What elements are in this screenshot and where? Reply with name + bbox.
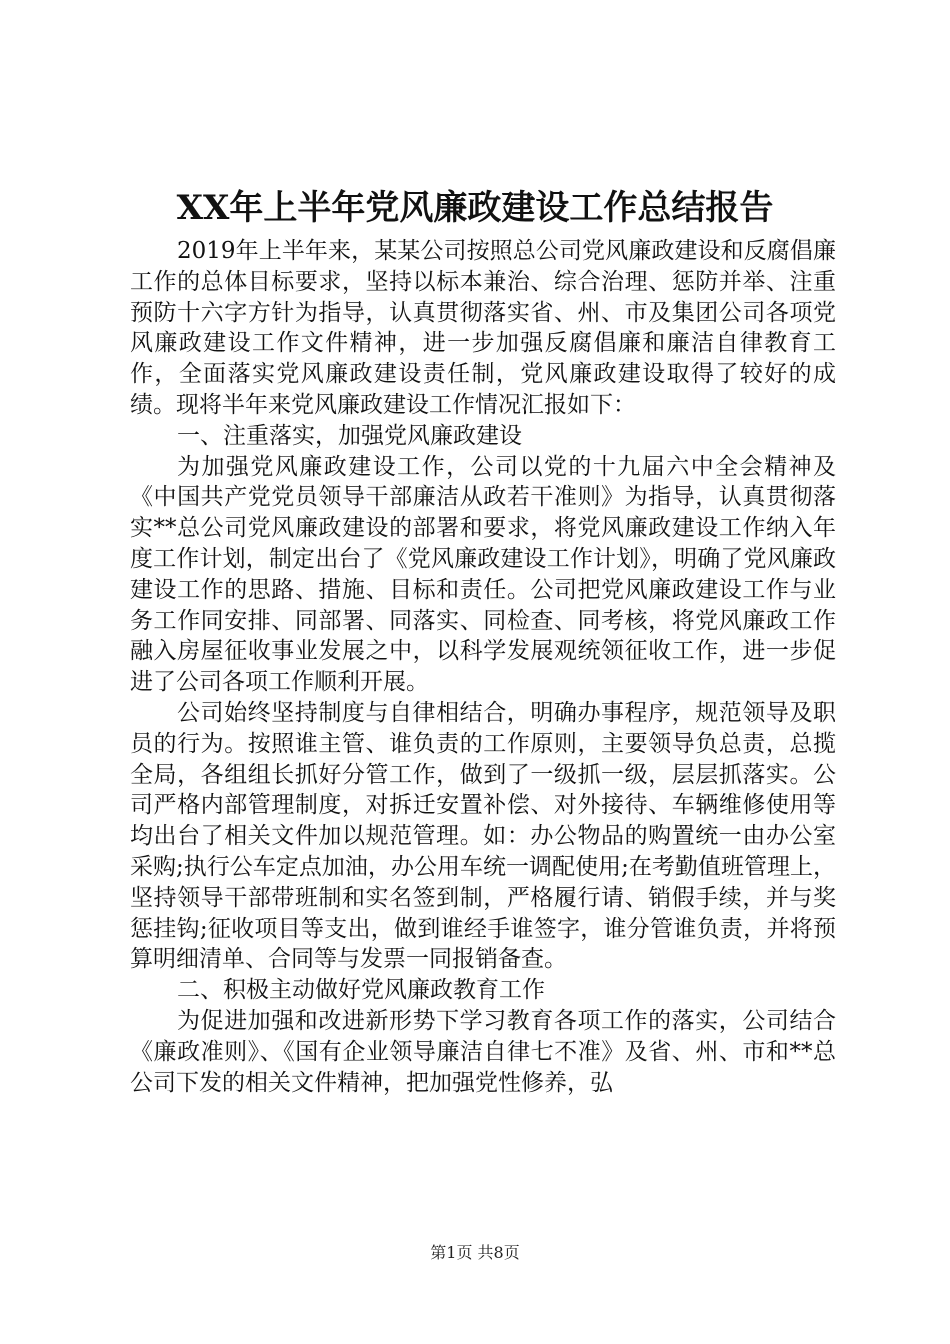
document-body — [130, 236, 836, 1098]
section-2-paragraph-1: 为促进加强和改进新形势下学习教育各项工作的落实，公司结合《廉政准则》、《国有企业领导廉洁自律七不准》及省、州、市和**总公司下发的相关文件精神，把加强党性修养，弘 — [130, 1007, 836, 1096]
section-1-paragraph-2: 公司始终坚持制度与自律相结合，明确办事程序，规范领导及职员的行为。按照谁主管、谁负责的工作原则，主要领导负总责，总揽全局，各组组长抓好分管工作，做到了一级抓一级，层层抓落实。公司严格内部管理制度，对拆迁安置补偿、对外接待、车辆维修使用等均出台了相关文件加以规范管理。如：办公物品的购置统一由办公室采购;执行公车定点加油，办公用车统一调配使用;在考勤值班管理上，坚持领导干部带班制和实名签到制，严格履行请、销假手续，并与奖惩挂钩;征收项目等支出，做到谁经手谁签字，谁分管谁负责，并将预算明细清单、合同等与发票一同报销备查。 — [130, 699, 836, 973]
page-number-footer: 第1页 共8页 — [430, 1243, 520, 1262]
intro-paragraph: 2019年上半年来，某某公司按照总公司党风廉政建设和反腐倡廉工作的总体目标要求，坚持以标本兼治、综合治理、惩防并举、注重预防十六字方针为指导，认真贯彻落实省、州、市及集团公司各项党风廉政建设工作文件精神，进一步加强反腐倡廉和廉洁自律教育工作，全面落实党风廉政建设责任制，党风廉政建设取得了较好的成绩。现将半年来党风廉政建设工作情况汇报如下： — [130, 238, 836, 418]
section-1-paragraph-1: 为加强党风廉政建设工作，公司以党的十九届六中全会精神及《中国共产党党员领导干部廉洁从政若干准则》为指导，认真贯彻落实**总公司党风廉政建设的部署和要求，将党风廉政建设工作纳入年度工作计划，制定出台了《党风廉政建设工作计划》，明确了党风廉政建设工作的思路、措施、目标和责任。公司把党风廉政建设工作与业务工作同安排、同部署、同落实、同检查、同考核，将党风廉政工作融入房屋征收事业发展之中，以科学发展观统领征收工作，进一步促进了公司各项工作顺利开展。 — [130, 453, 836, 696]
document-title: XX年上半年党风廉政建设工作总结报告 — [176, 188, 774, 228]
section-heading-1: 一、注重落实，加强党风廉政建设 — [177, 422, 522, 449]
section-heading-2: 二、积极主动做好党风廉政教育工作 — [177, 977, 545, 1004]
